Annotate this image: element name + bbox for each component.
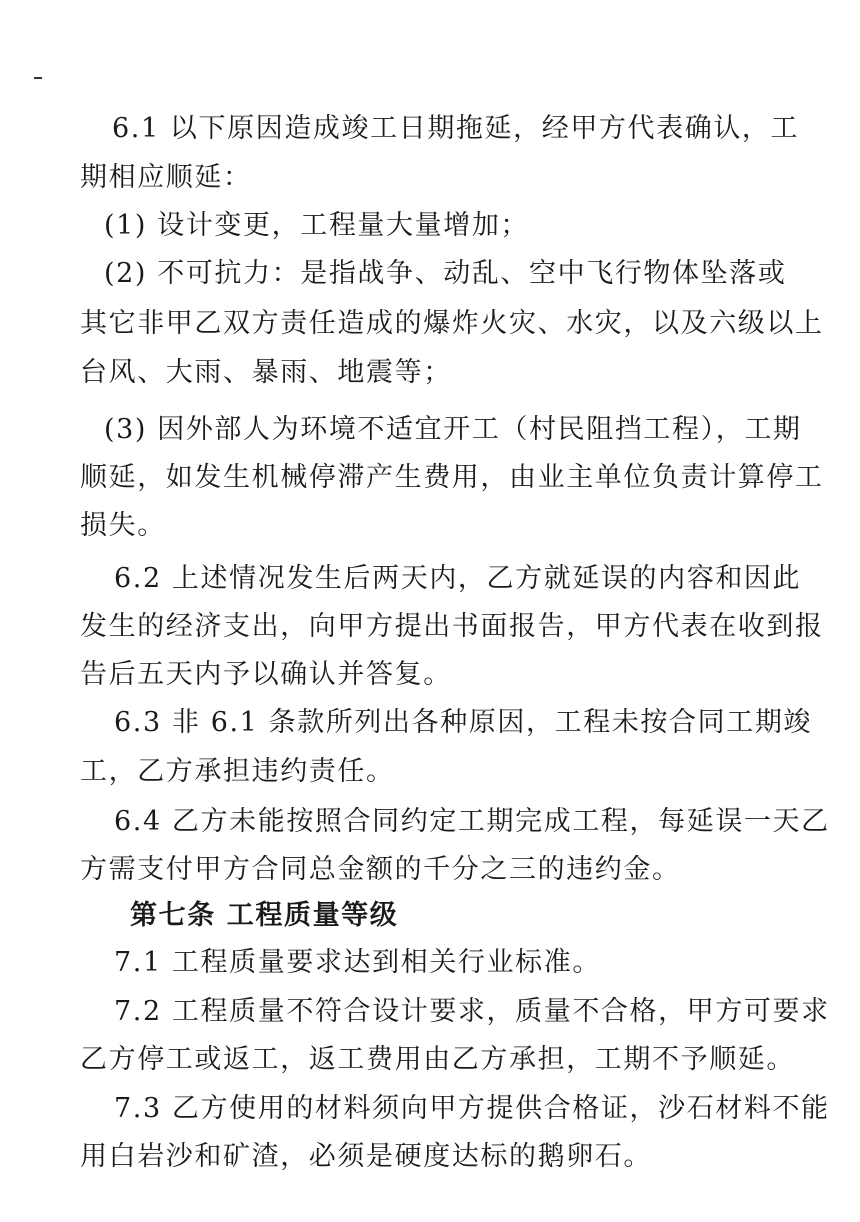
item-2-line-1: (2) 不可抗力：是指战争、动乱、空中飞行物体坠落或 [104, 258, 787, 289]
paragraph-6-3-line-1: 6.3 非 6.1 条款所列出各种原因，工程未按合同工期竣 [114, 707, 813, 738]
paragraph-6-4-line-1: 6.4 乙方未能按照合同约定工期完成工程，每延误一天乙 [114, 806, 830, 837]
paragraph-6-2-line-2: 发生的经济支出，向甲方提出书面报告，甲方代表在收到报 [80, 611, 824, 642]
paragraph-7-3-line-1: 7.3 乙方使用的材料须向甲方提供合格证，沙石材料不能 [114, 1093, 830, 1124]
item-2-line-3: 台风、大雨、暴雨、地震等； [80, 357, 452, 388]
paragraph-6-3-line-2: 工，乙方承担违约责任。 [80, 756, 395, 787]
item-1: (1) 设计变更，工程量大量增加； [104, 210, 530, 241]
paragraph-7-3-line-2: 用白岩沙和矿渣，必须是硬度达标的鹅卵石。 [80, 1141, 652, 1172]
item-3-line-1: (3) 因外部人为环境不适宜开工（村民阻挡工程），工期 [104, 414, 802, 445]
paragraph-7-2-line-2: 乙方停工或返工，返工费用由乙方承担，工期不予顺延。 [80, 1044, 795, 1075]
item-2-line-2: 其它非甲乙双方责任造成的爆炸火灾、水灾，以及六级以上 [80, 308, 824, 339]
paragraph-6-2-line-1: 6.2 上述情况发生后两天内，乙方就延误的内容和因此 [114, 563, 802, 594]
item-3-line-3: 损失。 [80, 510, 166, 541]
paragraph-7-1: 7.1 工程质量要求达到相关行业标准。 [114, 947, 601, 978]
scan-mark [34, 77, 42, 79]
paragraph-7-2-line-1: 7.2 工程质量不符合设计要求，质量不合格，甲方可要求 [114, 996, 830, 1027]
paragraph-6-1-line-2: 期相应顺延： [80, 162, 252, 193]
paragraph-6-2-line-3: 告后五天内予以确认并答复。 [80, 659, 452, 690]
paragraph-6-4-line-2: 方需支付甲方合同总金额的千分之三的违约金。 [80, 854, 681, 885]
item-3-line-2: 顺延，如发生机械停滞产生费用，由业主单位负责计算停工 [80, 462, 824, 493]
paragraph-6-1-line-1: 6.1 以下原因造成竣工日期拖延，经甲方代表确认，工 [112, 113, 800, 144]
section-heading-article-7: 第七条 工程质量等级 [130, 900, 399, 931]
